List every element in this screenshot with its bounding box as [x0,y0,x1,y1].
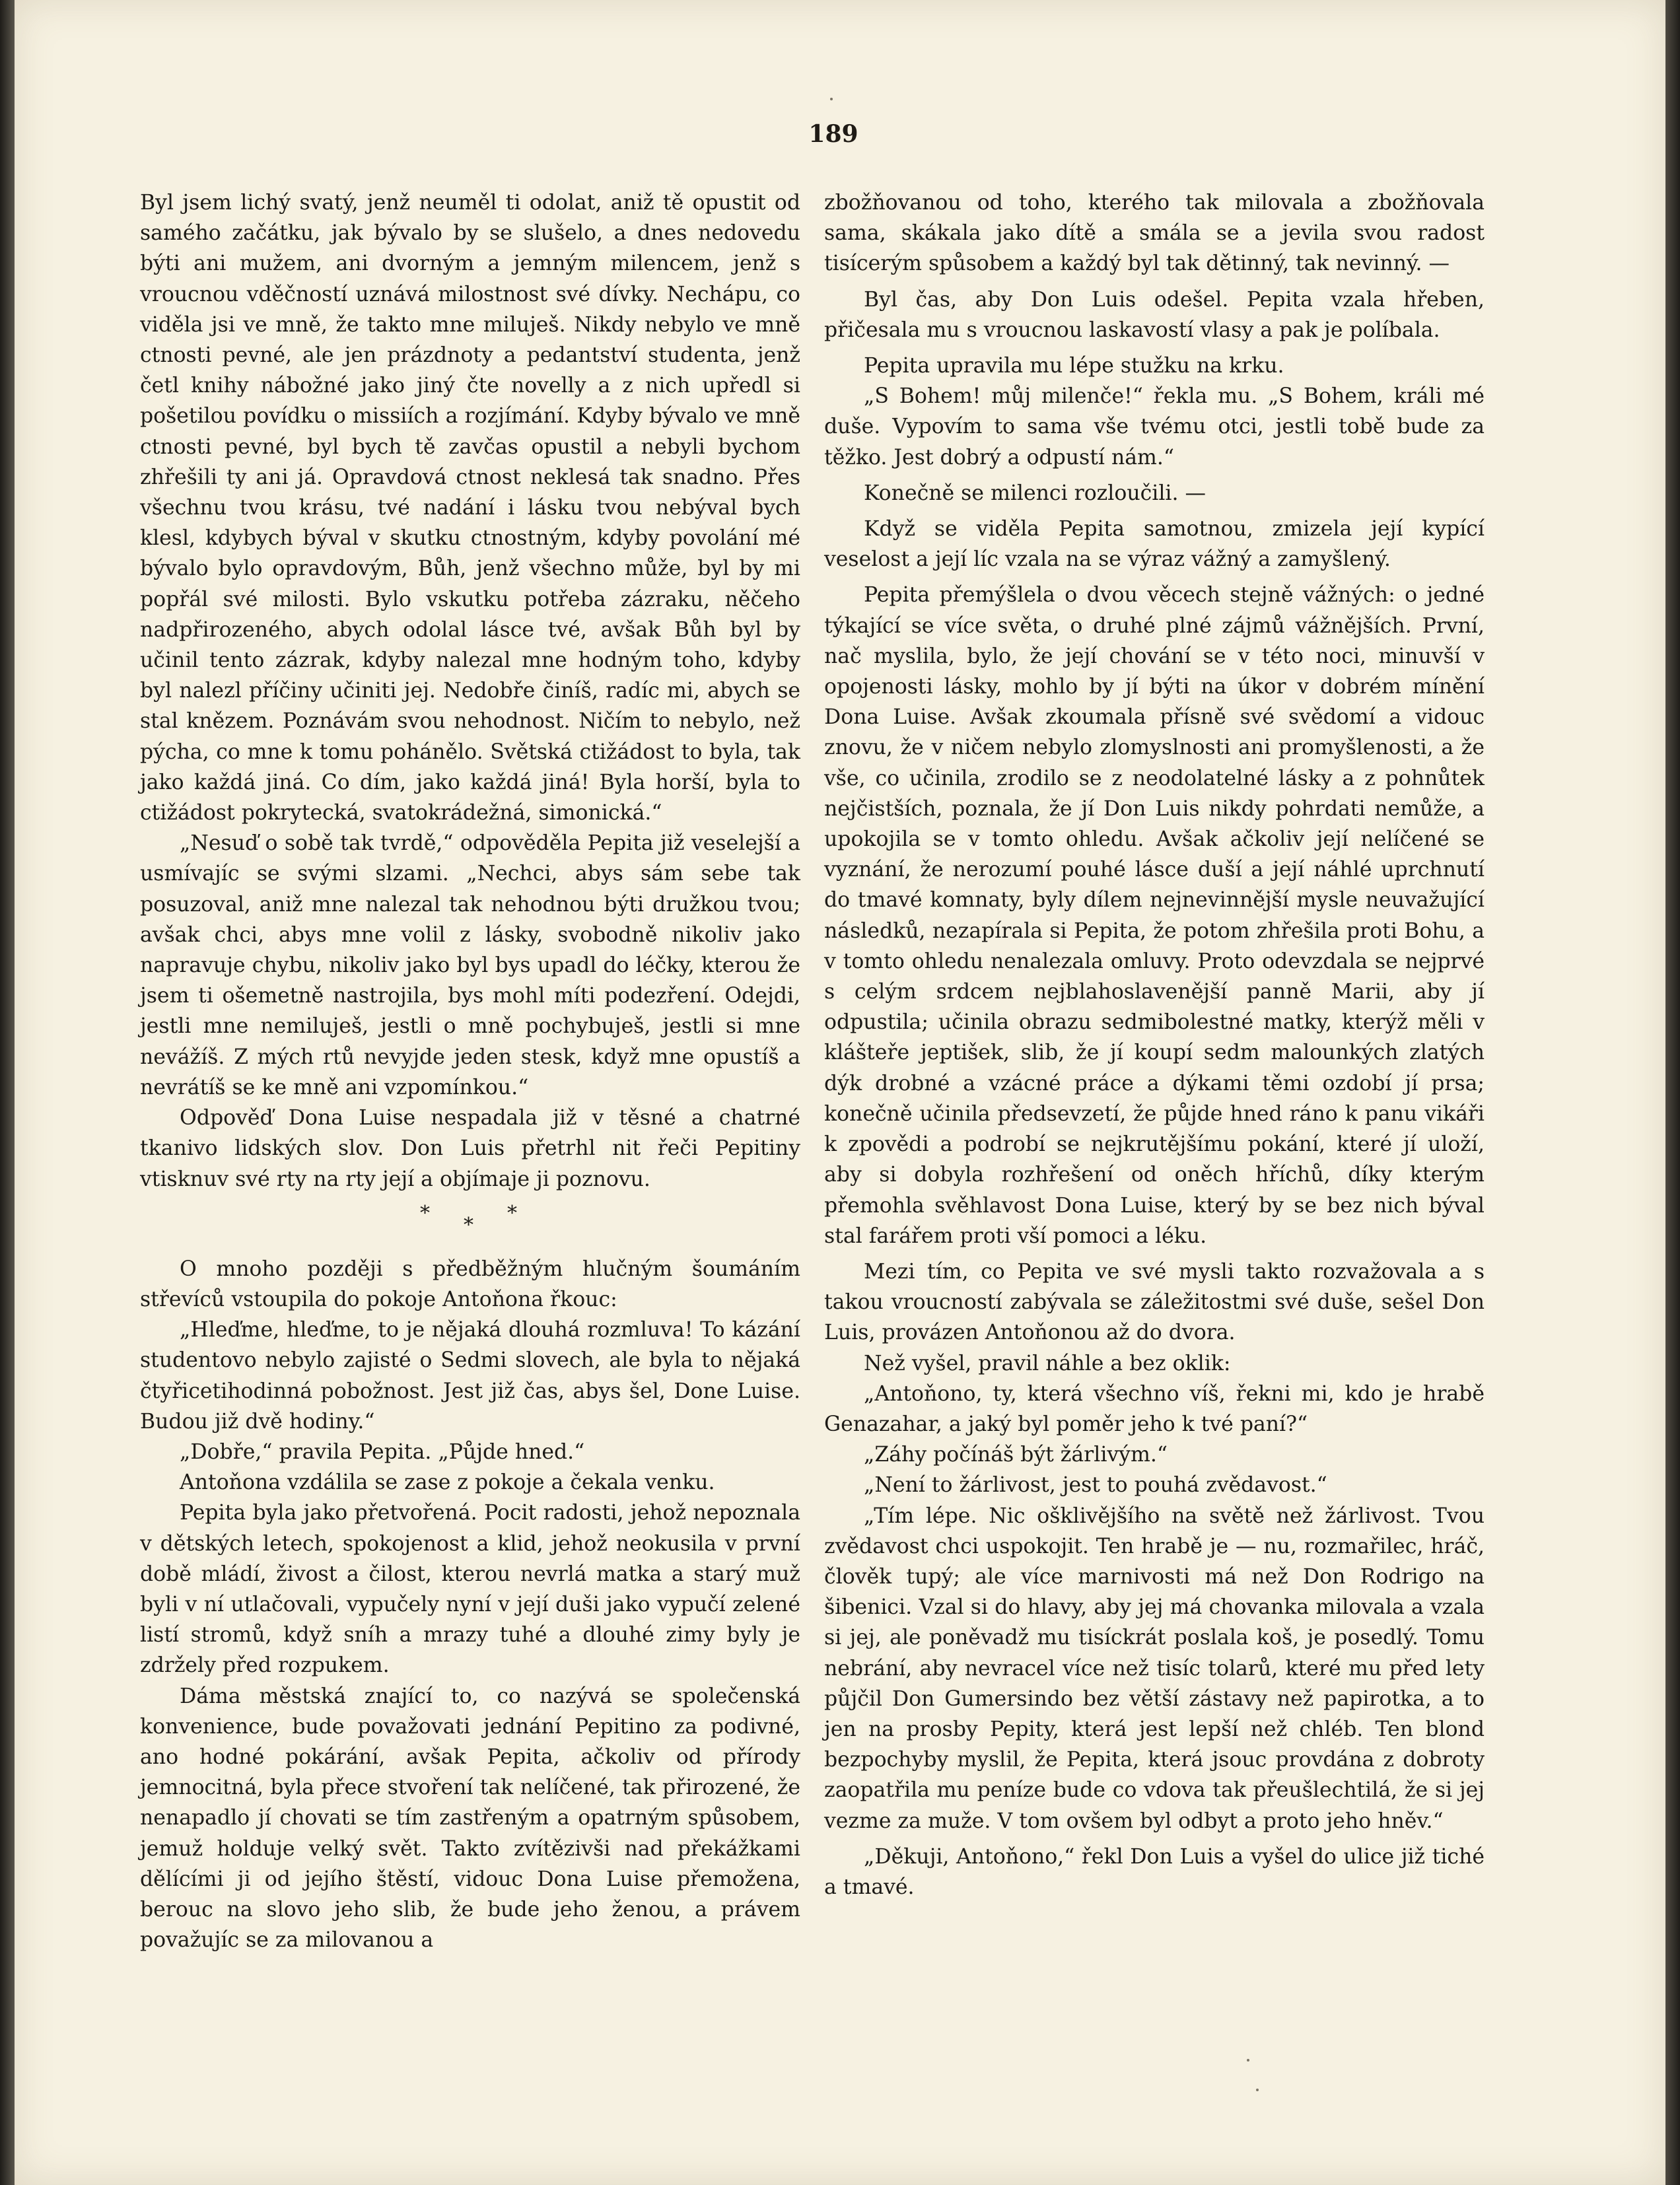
paragraph: „S Bohem! můj milenče!“ řekla mu. „S Bohem, králi mé duše. Vypovím to sama vše tvému otci, jestli tobě bude za těžko. Jest dobrý a odpustí nám.“ [824,384,1485,469]
paragraph: „Není to žárlivost, jest to pouhá zvědavost.“ [864,1473,1327,1498]
paragraph: Dáma městská znající to, co nazývá se společenská konvenience, bude považovati jednání Pepitino za podivné, ano hodné pokárání, avšak Pepita, ačkoliv od přírody jemnocitná, byla přece stvoření tak nelíčené, tak přirozené, že nenapadlo jí chovati se tím zastřeným a opatrným spůsobem, jemuž holduje velký svět. Takto zvítězivši nad překážkami dělícími ji od jejího štěstí, vidouc Dona Luise přemožena, berouc na slovo jeho slib, že bude jeho ženou, a právem považujíc se za milovanou a [140,1684,800,1953]
paragraph: „Tím lépe. Nic ošklivějšího na světě než žárlivost. Tvou zvědavost chci uspokojit. Ten hrabě je — nu, rozmařilec, hráč, člověk tupý; ale více marnivosti má než Don Rodrigo na šibenici. Vzal si do hlavy, aby jej má chovanka milovala a vzala si jej, ale poněvadž mu tisíckrát poslala koš, je posedlý. Tomu nebrání, aby nevracel více než tisíc tolarů, které mu před lety půjčil Don Gumersindo bez větší zástavy než papirotka, a to jen na prosby Pepity, která jest lepší než chléb. Ten blond bezpochyby myslil, že Pepita, která jsouc provdána z dobroty zaopatřila mu peníze bude co vdova tak přeušlechtilá, že si jej vezme za muže. V tom ovšem byl odbyt a proto jeho hněv.“ [824,1504,1485,1833]
separator-star: * [464,1213,473,1237]
paragraph: „Děkuji, Antoňono,“ řekl Don Luis a vyšel do ulice již tiché a tmavé. [824,1844,1485,1899]
left-text-column [140,188,800,1955]
section-separator [140,1195,800,1254]
separator-star: * [507,1201,517,1225]
paragraph: „Nesuď o sobě tak tvrdě,“ odpověděla Pepita již veselejší a usmívajíc se svými slzami. „Nechci, abys sám sebe tak posuzoval, aniž mne nalezal tak nehodnou býti družkou tvou; avšak chci, abys mne volil z lásky, svobodně nikoliv jako napravuje chybu, nikoliv jako byl bys upadl do léčky, kterou že jsem ti ošemetně nastrojila, bys mohl míti podezření. Odejdi, jestli mne nemiluješ, jestli o mně pochybuješ, jestli si mne nevážíš. Z mých rtů nevyjde jeden stesk, když mne opustíš a nevrátíš se ke mně ani vzpomínkou.“ [140,831,800,1099]
speck [830,98,833,100]
paragraph: Pepita byla jako přetvořená. Pocit radosti, jehož nepoznala v dětských letech, spokojenost a klid, jehož neokusila v první době mládí, živost a čilost, kterou nevrlá matka a starý muž byli v ní utlačovali, vypučely nyní v její duši jako vypučí zelené listí stromů, když sníh a mrazy tuhé a dlouhé zimy byly je zdržely před rozpukem. [140,1501,800,1678]
paragraph: „Hleďme, hleďme, to je nějaká dlouhá rozmluva! To kázání studentovo nebylo zajisté o Sedmi slovech, ale byla to nějaká čtyřicetihodinná pobožnost. Jest již čas, abys šel, Done Luise. Budou již dvě hodiny.“ [140,1318,800,1434]
page-number: 189 [808,120,858,148]
paragraph: „Záhy počínáš být žárlivým.“ [864,1443,1168,1467]
right-text-column [824,188,1485,1902]
paragraph: Antoňona vzdálila se zase z pokoje a čekala venku. [180,1471,715,1495]
paragraph: „Antoňono, ty, která všechno víš, řekni mi, kdo je hrabě Genazahar, a jaký byl poměr jeho k tvé paní?“ [824,1381,1485,1436]
speck [1247,2059,1249,2062]
paragraph: Odpověď Dona Luise nespadala již v těsné a chatrné tkanivo lidských slov. Don Luis přetrhl nit řeči Pepitiny vtisknuv své rty na rty její a objímaje ji poznovu. [140,1106,800,1191]
page-edge-right [1665,0,1680,2185]
book-page [15,0,1665,2185]
paragraph: Pepita přemýšlela o dvou věcech stejně vážných: o jedné týkající se více světa, o druhé plné zájmů vážnějších. První, nač myslila, bylo, že její chování se v této noci, minuvší v opojenosti lásky, mohlo by jí býti na úkor v dobrém mínění Dona Luise. Avšak zkoumala přísně své svědomí a vidouc znovu, že v ničem nebylo zlomyslnosti ani promyšlenosti, a že vše, co učinila, zrodilo se z neodolatelné lásky a z pohnůtek nejčistších, poznala, že jí Don Luis nikdy pohrdati nemůže, a upokojila se v tomto ohledu. Avšak ačkoliv její nelíčené se vyznání, že nerozumí pouhé lásce duší a její náhlé uprchnutí do tmavé komnaty, byly dílem nejnevinnější mysle neuvažující následků, nezapírala si Pepita, že potom zhřešila proti Bohu, a v tomto ohledu nenalezala omluvy. Proto odevzdala se nejprvé s celým srdcem nejblahoslavenější panně Marii, aby jí odpustila; učinila obrazu sedmibolestné matky, kterýž měli v klášteře jeptišek, slib, že jí koupí sedm malounkých zlatých dýk drobné a vzácné práce a dýkami těmi ozdobí jí prsa; konečně učinila předsevzetí, že půjde hned ráno k panu vikáři k zpovědi a podrobí se nejkrutějšímu pokání, které jí uloží, aby si dobyla rozhřešení od oněch hříchů, díky kterým přemohla svěhlavost Dona Luise, který by se bez nich býval stal farářem proti vší pomoci a léku. [824,583,1485,1248]
paragraph: Než vyšel, pravil náhle a bez oklik: [864,1351,1231,1375]
speck [1256,2089,1259,2091]
paragraph: Když se viděla Pepita samotnou, zmizela její kypící veselost a její líc vzala na se výraz vážný a zamyšlený. [824,517,1485,572]
paragraph: zbožňovanou od toho, kterého tak milovala a zbožňovala sama, skákala jako dítě a smála se a jevila svou radost tisícerým spůsobem a každý byl tak dětinný, tak nevinný. — [824,191,1485,276]
paragraph: O mnoho později s předběžným hlučným šoumáním střevíců vstoupila do pokoje Antoňona řkouc: [140,1257,800,1311]
paragraph: Pepita upravila mu lépe stužku na krku. [864,354,1284,378]
paragraph: Konečně se milenci rozloučili. — [864,481,1206,505]
paragraph: Byl jsem lichý svatý, jenž neuměl ti odolat, aniž tě opustit od samého začátku, jak bývalo by se slušelo, a dnes nedovedu býti ani mužem, ani dvorným a jemným milencem, jenž s vroucnou vděčností uznává milostnost své dívky. Nechápu, co viděla jsi ve mně, že takto mne miluješ. Nikdy nebylo ve mně ctnosti pevné, ale jen prázdnoty a pedantství studenta, jenž četl knihy nábožné jako jiný čte novelly a z nich upředl si pošetilou povídku o missiích a rozjímání. Kdyby bývalo ve mně ctnosti pevné, byl bych tě zavčas opustil a nebyli bychom zhřešili ty ani já. Opravdová ctnost neklesá tak snadno. Přes všechnu tvou krásu, tvé nadání i lásku tvou nebýval bych klesl, kdybych býval v skutku ctnostným, kdyby povolání mé bývalo bylo opravdovým, Bůh, jenž všechno může, byl by mi popřál své milosti. Bylo vskutku potřeba zázraku, něčeho nadpřirozeného, abych odolal lásce tvé, avšak Bůh byl by učinil tento zázrak, kdyby nalezal mne hodným toho, kdyby byl nalezl příčiny učiniti jej. Nedobře činíš, radíc mi, abych se stal knězem. Poznávám svou nehodnost. Ničím to nebylo, než pýcha, co mne k tomu pohánělo. Světská ctižádost to byla, tak jako každá jiná. Co dím, jako každá jiná! Byla horší, byla to ctižádost pokrytecká, svatokrádežná, simonická.“ [140,191,800,825]
page-edge-left [0,0,15,2185]
separator-star: * [420,1201,430,1225]
paragraph: Mezi tím, co Pepita ve své mysli takto rozvažovala a s takou vroucností zabývala se záležitostmi své duše, sešel Don Luis, provázen Antoňonou až do dvora. [824,1259,1485,1345]
paragraph: „Dobře,“ pravila Pepita. „Půjde hned.“ [180,1439,585,1464]
paragraph: Byl čas, aby Don Luis odešel. Pepita vzala hřeben, přičesala mu s vroucnou laskavostí vlasy a pak je políbala. [824,287,1485,342]
